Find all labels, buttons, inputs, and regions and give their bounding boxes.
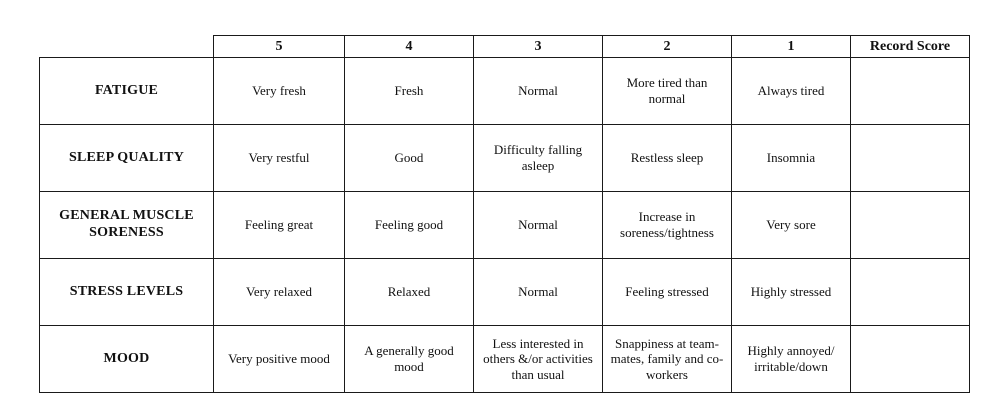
cell-mood-5 [214, 326, 345, 393]
cell-mood-4 [345, 326, 474, 393]
row-sleep-quality [40, 125, 970, 192]
cell-stress-3 [474, 259, 603, 326]
cell-soreness-4 [345, 192, 474, 259]
cell-soreness-3 [474, 192, 603, 259]
column-header-1: 1 [732, 36, 851, 58]
row-fatigue [40, 58, 970, 125]
cell-sleep-2 [603, 125, 732, 192]
cell-text: Very relaxed [245, 284, 313, 300]
cell-text: Restless sleep [630, 150, 704, 166]
cell-text: Feeling stressed [625, 284, 709, 300]
cell-soreness-2 [603, 192, 732, 259]
cell-text: Very fresh [252, 83, 306, 99]
cell-text: Highly annoyed/ irritable/down [747, 343, 835, 374]
cell-fatigue-5 [214, 58, 345, 125]
cell-text: Feeling good [374, 217, 444, 233]
cell-text: A generally good mood [364, 343, 454, 374]
record-score-sleep-quality[interactable] [851, 125, 970, 192]
row-muscle-soreness [40, 192, 970, 259]
cell-text: Good [394, 150, 424, 166]
cell-text: Very positive mood [228, 351, 330, 367]
row-label-sleep-quality: SLEEP QUALITY [40, 125, 214, 192]
cell-text: Normal [518, 83, 558, 99]
record-score-fatigue[interactable] [851, 58, 970, 125]
wellness-questionnaire-table [39, 35, 970, 393]
column-header-2: 2 [603, 36, 732, 58]
cell-text: Very restful [248, 150, 310, 166]
column-header-3: 3 [474, 36, 603, 58]
cell-stress-5 [214, 259, 345, 326]
record-score-stress-levels[interactable] [851, 259, 970, 326]
row-label-muscle-soreness: GENERAL MUSCLE SORENESS [40, 192, 214, 259]
cell-text: Always tired [757, 83, 825, 99]
column-header-4: 4 [345, 36, 474, 58]
cell-text: Difficulty falling asleep [493, 142, 583, 173]
header-row [40, 36, 970, 58]
row-label-fatigue: FATIGUE [40, 58, 214, 125]
cell-sleep-5 [214, 125, 345, 192]
record-score-mood[interactable] [851, 326, 970, 393]
column-header-record-score: Record Score [851, 36, 970, 58]
row-stress-levels [40, 259, 970, 326]
record-score-muscle-soreness[interactable] [851, 192, 970, 259]
cell-sleep-4 [345, 125, 474, 192]
cell-text: Very sore [766, 217, 816, 233]
cell-sleep-1 [732, 125, 851, 192]
row-label-mood: MOOD [40, 326, 214, 393]
cell-stress-1 [732, 259, 851, 326]
cell-text: Relaxed [387, 284, 431, 300]
corner-cell [40, 36, 214, 58]
cell-text: Increase in soreness/tightness [620, 209, 714, 240]
cell-text: Feeling great [244, 217, 314, 233]
cell-stress-2 [603, 259, 732, 326]
cell-sleep-3 [474, 125, 603, 192]
column-header-5: 5 [214, 36, 345, 58]
cell-text: Normal [518, 284, 558, 300]
cell-text: Highly stressed [750, 284, 832, 300]
cell-soreness-1 [732, 192, 851, 259]
cell-text: Normal [518, 217, 558, 233]
cell-stress-4 [345, 259, 474, 326]
cell-text: More tired than normal [626, 75, 708, 106]
cell-mood-1 [732, 326, 851, 393]
cell-fatigue-4 [345, 58, 474, 125]
cell-fatigue-2 [603, 58, 732, 125]
cell-fatigue-3 [474, 58, 603, 125]
row-mood [40, 326, 970, 393]
cell-mood-3 [474, 326, 603, 393]
cell-soreness-5 [214, 192, 345, 259]
cell-text: Less interested in others &/or activities than usual [483, 335, 593, 382]
cell-mood-2 [603, 326, 732, 393]
cell-text: Snappiness at team-mates, family and co-workers [610, 335, 724, 382]
cell-text: Insomnia [766, 150, 816, 166]
row-label-stress-levels: STRESS LEVELS [40, 259, 214, 326]
cell-fatigue-1 [732, 58, 851, 125]
cell-text: Fresh [394, 83, 424, 99]
